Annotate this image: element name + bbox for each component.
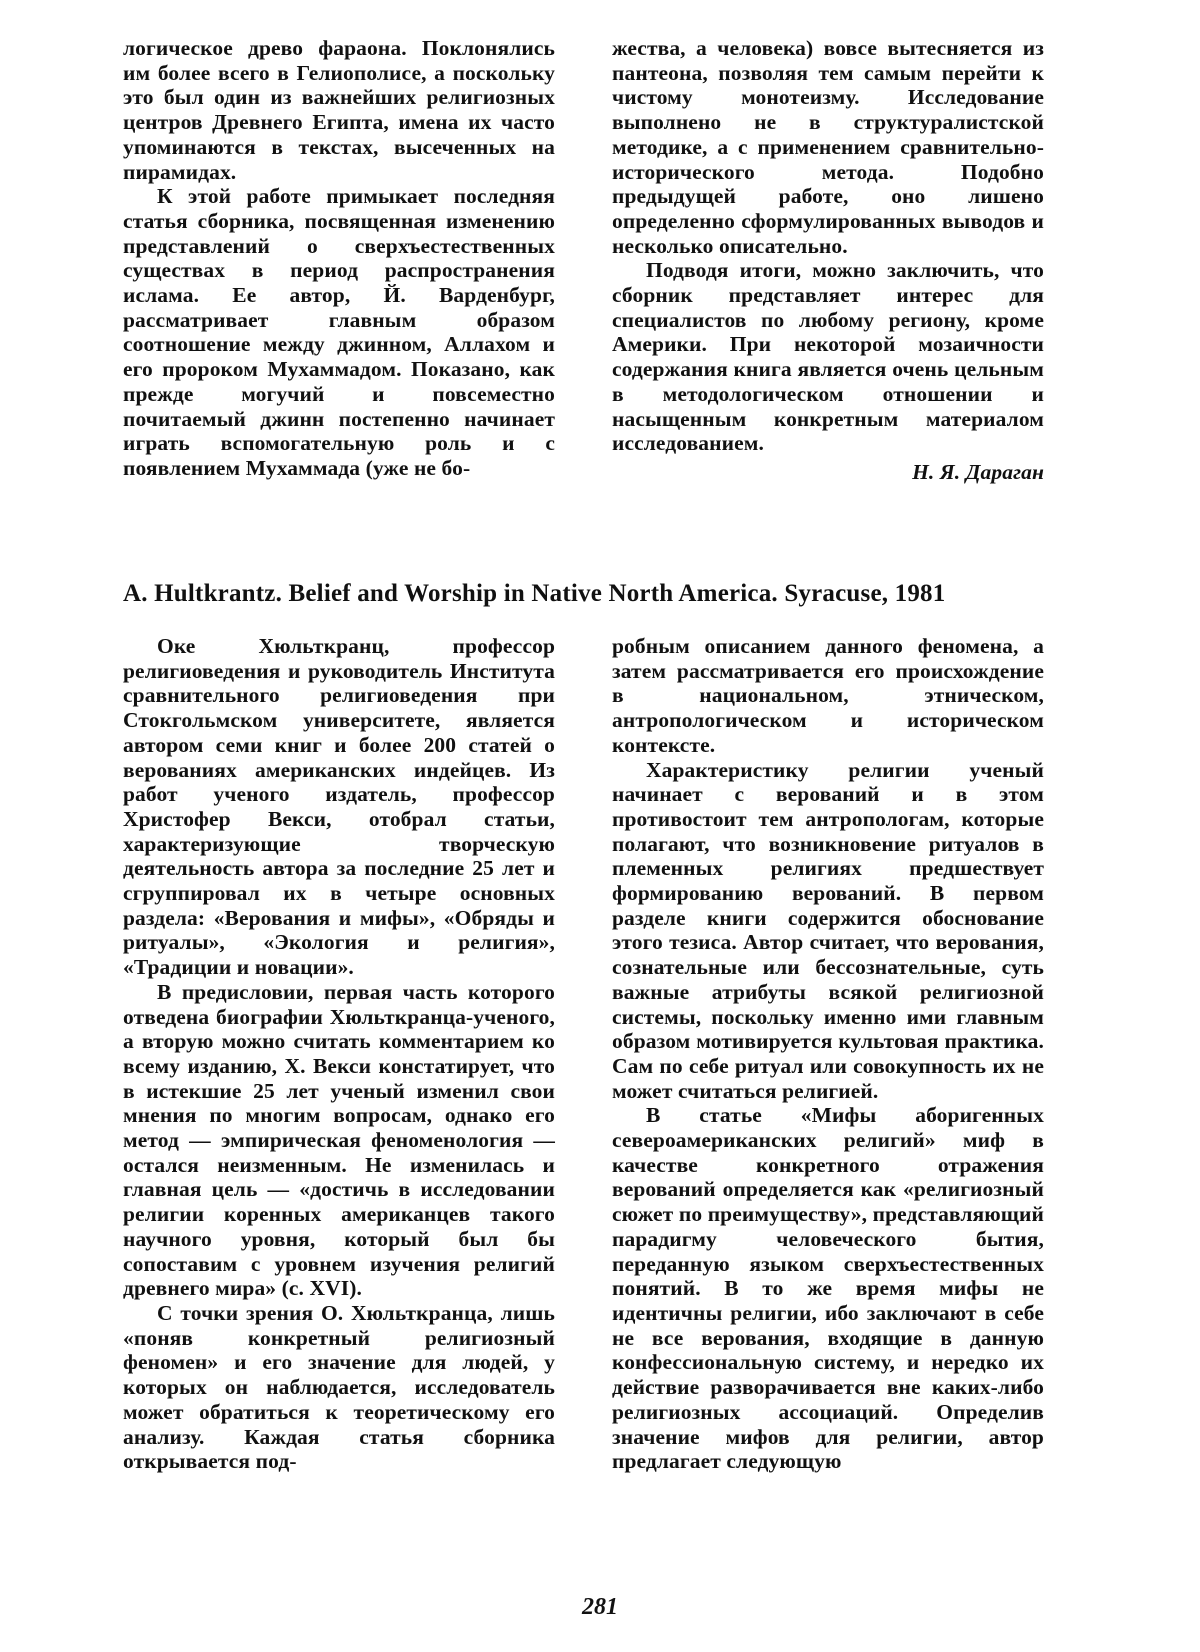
paragraph: В статье «Мифы аборигенных североамериканских религий» миф в качестве конкретного отражения верований определяется как «религиозный сюжет по преимуществу», представляющий парадигму человеческого бытия, переданную языком сверхъестественных понятий. В то же время мифы не идентичны религии, ибо заключают в себе не все верования, входящие в данную конфессиональную систему, и нередко их действие разворачивается вне каких-либо религиозных ассоциаций. Определив значение мифов для религии, автор предлагает следующую: [612, 1103, 1044, 1474]
page-number: 281: [582, 1594, 618, 1620]
previous-review-left-column: [123, 36, 555, 481]
paragraph: Подводя итоги, можно заключить, что сборник представляет интерес для специалистов по любому региону, кроме Америки. При некоторой мозаичности содержания книга является очень цельным в методологическом отношении и насыщенным конкретным материалом исследованием.: [612, 258, 1044, 456]
paragraph: К этой работе примыкает последняя статья сборника, посвященная изменению представлений о сверхъестественных существах в период распространения ислама. Ее автор, Й. Варденбург, рассматривает главным образом соотношение между джинном, Аллахом и его пророком Мухаммадом. Показано, как прежде могучий и повсеместно почитаемый джинн постепенно начинает играть вспомогательную роль и с появлением Мухаммада (уже не бо-: [123, 184, 555, 480]
paragraph: логическое древо фараона. Поклонялись им более всего в Гелиополисе, а поскольку это был один из важнейших религиозных центров Древнего Египта, имена их часто упоминаются в текстах, высеченных на пирамидах.: [123, 36, 555, 184]
paragraph: С точки зрения О. Хюльткранца, лишь «поняв конкретный религиозный феномен» и его значение для людей, у которых он наблюдается, исследователь может обратиться к теоретическому его анализу. Каждая статья сборника открывается под-: [123, 1300, 555, 1474]
paragraph: В предисловии, первая часть которого отведена биографии Хюльткранца-ученого, а вторую можно считать комментарием ко всему изданию, Х. Векси констатирует, что в истекшие 25 лет ученый изменил свои мнения по многим вопросам, однако его метод — эмпирическая феноменология — остался неизменным. Не изменилась и главная цель — «достичь в исследовании религии коренных американцев такого научного уровня, который был бы сопоставим с уровнем изучения религий древнего мира» (с. XVI).: [123, 979, 555, 1301]
paragraph: жества, а человека) вовсе вытесняется из пантеона, позволяя тем самым перейти к чистому монотеизму. Исследование выполнено не в структуралистской методике, а с применением сравнительно-исторического метода. Подобно предыдущей работе, оно лишено определенно сформулированных выводов и несколько описательно.: [612, 36, 1044, 258]
paragraph: Характеристику религии ученый начинает с верований и в этом противостоит тем антропологам, которые полагают, что возникновение ритуалов в племенных религиях предшествует формированию верований. В первом разделе книги содержится обоснование этого тезиса. Автор считает, что верования, сознательные или бессознательные, суть важные атрибуты всякой религиозной системы, поскольку именно ими главным образом мотивируется культовая практика. Сам по себе ритуал или совокупность их не может считаться религией.: [612, 757, 1044, 1103]
reviewer-signature: Н. Я. Дараган: [912, 459, 1044, 484]
review-heading: A. Hultkrantz. Belief and Worship in Native North America. Syracuse, 1981: [123, 580, 946, 607]
paragraph: робным описанием данного феномена, а затем рассматривается его происхождение в национальном, этническом, антропологическом и историческом контексте.: [612, 634, 1044, 757]
previous-review-right-column: [612, 36, 1044, 485]
review-left-column: [123, 634, 555, 1474]
review-right-column: [612, 634, 1044, 1474]
paragraph: Оке Хюльткранц, профессор религиоведения и руководитель Института сравнительного религиоведения при Стокгольмском университете, является автором семи книг и более 200 статей о верованиях американских индейцев. Из работ ученого издатель, профессор Христофер Векси, отобрал статьи, характеризующие творческую деятельность автора за последние 25 лет и сгруппировал их в четыре основных раздела: «Верования и мифы», «Обряды и ритуалы», «Экология и религия», «Традиции и новации».: [123, 634, 555, 980]
